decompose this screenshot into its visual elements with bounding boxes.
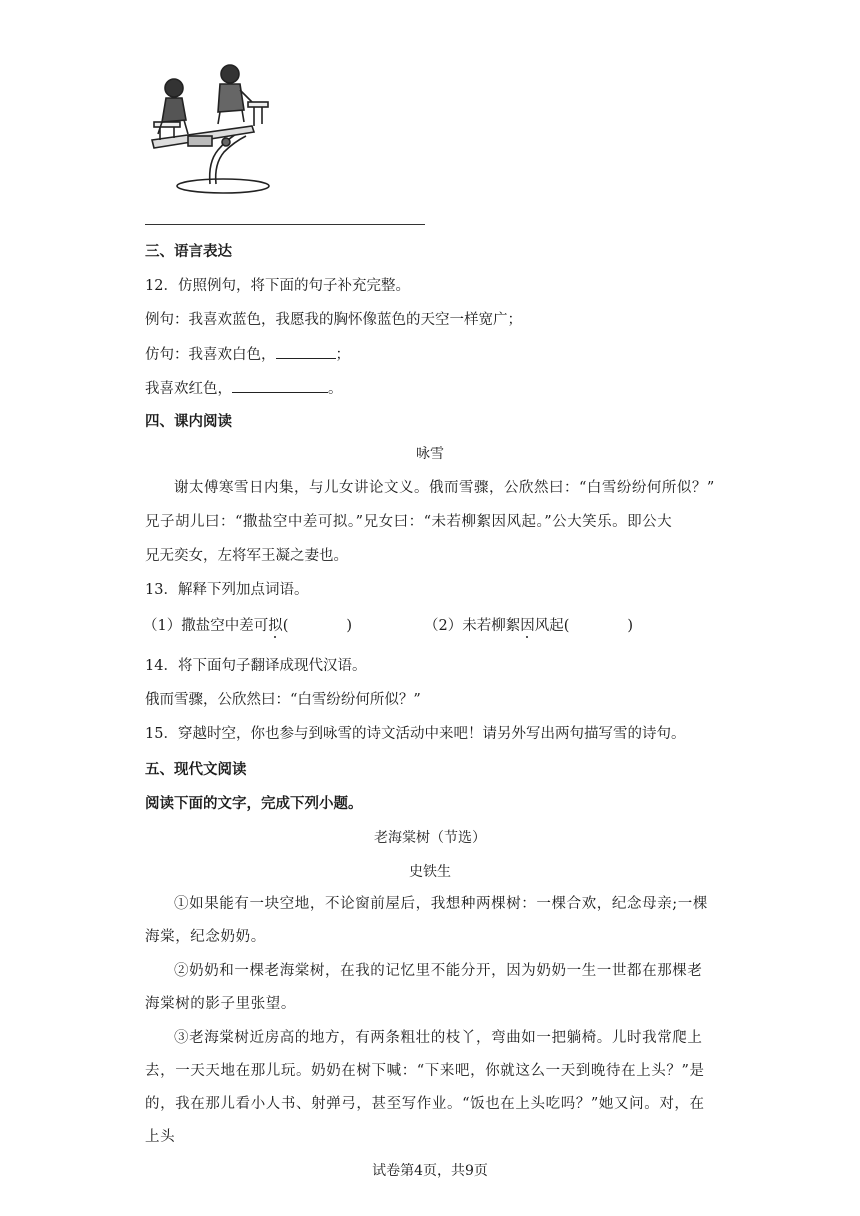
item2-text-after: 风起 xyxy=(534,618,564,634)
question-14-sentence: 俄而雪骤，公欣然曰：“白雪纷纷何所似？” xyxy=(145,692,421,708)
section-heading-4: 四、课内阅读 xyxy=(145,414,232,430)
question-14-prompt: 14．将下面句子翻译成现代汉语。 xyxy=(145,658,367,674)
essay-paragraph-2: ②奶奶和一棵老海棠树，在我的记忆里不能分开，因为奶奶一生一世都在那棵老海棠树的影子里张望。 xyxy=(145,963,703,1012)
question-13-item-2 xyxy=(424,616,633,636)
item1-answer-paren[interactable]: ( ) xyxy=(282,618,353,634)
page-footer: 试卷第4页，共9页 xyxy=(372,1163,488,1179)
question-12-prompt: 12．仿照例句，将下面的句子补充完整。 xyxy=(145,278,410,294)
essay-paragraph-1: ①如果能有一块空地，不论窗前屋后，我想种两棵树：一棵合欢，纪念母亲;一棵海棠，纪念奶奶。 xyxy=(145,896,708,945)
section-heading-3: 三、语言表达 xyxy=(145,244,232,260)
answer-line[interactable] xyxy=(145,224,425,225)
item2-text: （2）未若柳絮 xyxy=(424,618,521,634)
imitate-suffix: ； xyxy=(335,347,350,363)
question-12-imitate xyxy=(145,344,350,365)
item2-answer-paren[interactable]: ( ) xyxy=(563,618,634,634)
imitate-prefix: 仿句：我喜欢白色， xyxy=(145,347,276,363)
red-blank[interactable] xyxy=(232,378,328,393)
classical-text-line-1: 谢太傅寒雪日内集，与儿女讲论文义。俄而雪骤，公欣然曰：“白雪纷纷何所似？” xyxy=(174,480,715,496)
section-heading-5: 五、现代文阅读 xyxy=(145,762,247,778)
classical-text-line-3: 兄无奕女，左将军王凝之妻也。 xyxy=(145,548,348,564)
essay-title: 老海棠树（节选） xyxy=(374,830,486,846)
item1-text: （1）撒盐空中差可 xyxy=(143,618,269,634)
item2-dotted-word: 因 xyxy=(520,618,535,634)
question-12-red xyxy=(145,378,343,399)
red-prefix: 我喜欢红色， xyxy=(145,381,232,397)
question-12-example: 例句：我喜欢蓝色，我愿我的胸怀像蓝色的天空一样宽广； xyxy=(145,312,522,328)
balance-scale-icon xyxy=(148,62,268,202)
red-suffix: 。 xyxy=(328,381,343,397)
item1-dotted-word: 拟 xyxy=(268,618,283,634)
classical-text-line-2: 兄子胡儿曰：“撒盐空中差可拟。”兄女曰：“未若柳絮因风起。”公大笑乐。即公大 xyxy=(145,514,673,530)
essay-paragraph-3: ③老海棠树近房高的地方，有两条粗壮的枝丫，弯曲如一把躺椅。儿时我常爬上去，一天天地在那儿玩。奶奶在树下喊：“下来吧，你就这么一天到晚待在上头？”是的，我在那儿看小人书、射弹弓，甚至写作业。“饭也在上头吃吗？”她又问。对，在上头 xyxy=(145,1030,705,1145)
question-13-prompt: 13．解释下列加点词语。 xyxy=(145,582,309,598)
imitate-blank[interactable] xyxy=(276,344,336,359)
reading-instruction: 阅读下面的文字，完成下列小题。 xyxy=(145,796,363,812)
question-13-item-1 xyxy=(143,616,352,636)
question-15-prompt: 15．穿越时空，你也参与到咏雪的诗文活动中来吧！请另外写出两句描写雪的诗句。 xyxy=(145,726,686,742)
classical-title: 咏雪 xyxy=(416,446,444,462)
essay-author: 史铁生 xyxy=(409,864,451,880)
balance-scale-illustration xyxy=(148,62,268,202)
